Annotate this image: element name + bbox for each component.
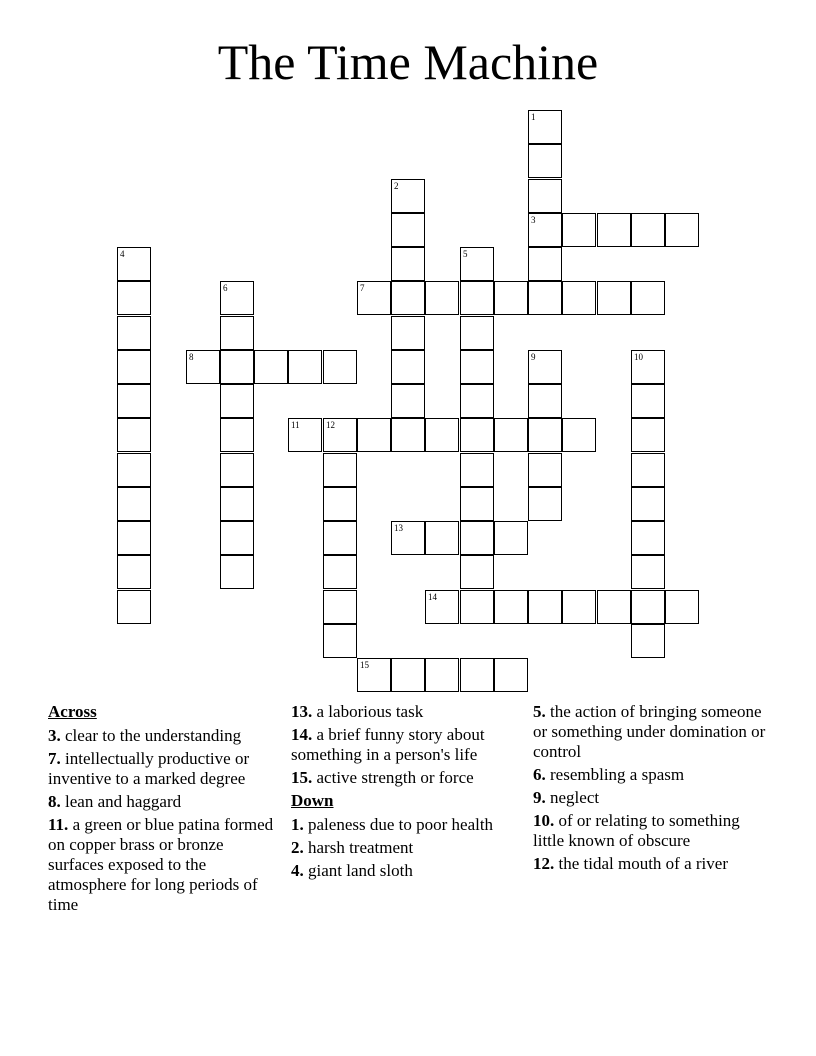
grid-cell[interactable] (117, 247, 151, 281)
across-clue (48, 726, 280, 746)
clue-number: 13 (394, 523, 403, 533)
clue-number: 5 (463, 249, 468, 259)
grid-cell[interactable] (528, 384, 562, 418)
grid-cell[interactable] (220, 316, 254, 350)
grid-cell[interactable] (220, 281, 254, 315)
grid-cell[interactable] (117, 418, 151, 452)
grid-cell[interactable] (460, 590, 494, 624)
clue-num: 6. (533, 765, 546, 784)
grid-cell[interactable] (631, 453, 665, 487)
grid-cell[interactable] (631, 624, 665, 658)
grid-cell[interactable] (220, 350, 254, 384)
down-clue (533, 702, 773, 762)
grid-cell[interactable] (631, 213, 665, 247)
grid-cell[interactable] (562, 418, 596, 452)
clue-num: 9. (533, 788, 546, 807)
grid-cell[interactable] (528, 281, 562, 315)
clue-number: 2 (394, 181, 399, 191)
across-clue (48, 815, 280, 915)
grid-cell[interactable] (460, 521, 494, 555)
clue-text: intellectually productive or inventive to a marked degree (48, 749, 250, 788)
grid-cell[interactable] (117, 316, 151, 350)
clue-text: a brief funny story about something in a person's life (291, 725, 485, 764)
grid-cell[interactable] (460, 418, 494, 452)
grid-cell[interactable] (494, 418, 528, 452)
across-clue (291, 725, 523, 765)
down-clue (533, 854, 773, 874)
grid-cell[interactable] (117, 281, 151, 315)
grid-cell[interactable] (494, 521, 528, 555)
clue-number: 3 (531, 215, 536, 225)
grid-cell[interactable] (323, 453, 357, 487)
grid-cell[interactable] (391, 658, 425, 692)
grid-cell[interactable] (631, 521, 665, 555)
grid-cell[interactable] (391, 384, 425, 418)
clue-column-1 (48, 702, 280, 918)
clue-text: resembling a spasm (550, 765, 685, 784)
clue-number: 4 (120, 249, 125, 259)
grid-cell[interactable] (597, 590, 631, 624)
grid-cell[interactable] (631, 590, 665, 624)
grid-cell[interactable] (460, 453, 494, 487)
grid-cell[interactable] (391, 316, 425, 350)
clue-number: 15 (360, 660, 369, 670)
grid-cell[interactable] (186, 350, 220, 384)
clue-column-2 (291, 702, 523, 884)
grid-cell[interactable] (665, 213, 699, 247)
grid-cell[interactable] (597, 213, 631, 247)
grid-cell[interactable] (425, 658, 459, 692)
grid-cell[interactable] (631, 487, 665, 521)
grid-cell[interactable] (323, 487, 357, 521)
grid-cell[interactable] (220, 555, 254, 589)
clue-text: the tidal mouth of a river (558, 854, 728, 873)
grid-cell[interactable] (460, 281, 494, 315)
clue-text: the action of bringing someone or something under domination or control (533, 702, 766, 761)
grid-cell[interactable] (117, 590, 151, 624)
grid-cell[interactable] (631, 281, 665, 315)
across-clue (291, 768, 523, 788)
grid-cell[interactable] (220, 384, 254, 418)
grid-cell[interactable] (528, 247, 562, 281)
grid-cell[interactable] (494, 281, 528, 315)
clue-text: of or relating to something little known of obscure (533, 811, 740, 850)
grid-cell[interactable] (494, 658, 528, 692)
clue-num: 8. (48, 792, 61, 811)
grid-cell[interactable] (528, 487, 562, 521)
clue-number: 7 (360, 283, 365, 293)
grid-cell[interactable] (460, 350, 494, 384)
across-clue (48, 749, 280, 789)
down-heading: Down (291, 791, 334, 810)
clue-num: 1. (291, 815, 304, 834)
grid-cell[interactable] (562, 213, 596, 247)
grid-cell[interactable] (460, 316, 494, 350)
clue-number: 12 (326, 420, 335, 430)
grid-cell[interactable] (117, 521, 151, 555)
grid-cell[interactable] (220, 453, 254, 487)
clue-number: 11 (291, 420, 300, 430)
grid-cell[interactable] (597, 281, 631, 315)
grid-cell[interactable] (631, 384, 665, 418)
grid-cell[interactable] (117, 384, 151, 418)
grid-cell[interactable] (391, 179, 425, 213)
grid-cell[interactable] (323, 418, 357, 452)
grid-cell[interactable] (323, 624, 357, 658)
grid-cell[interactable] (631, 555, 665, 589)
clue-number: 8 (189, 352, 194, 362)
grid-cell[interactable] (357, 658, 391, 692)
grid-cell[interactable] (528, 590, 562, 624)
clue-number: 1 (531, 112, 536, 122)
grid-cell[interactable] (528, 179, 562, 213)
grid-cell[interactable] (288, 418, 322, 452)
clue-number: 14 (428, 592, 437, 602)
grid-cell[interactable] (117, 453, 151, 487)
clue-num: 4. (291, 861, 304, 880)
clue-number: 10 (634, 352, 643, 362)
grid-cell[interactable] (460, 658, 494, 692)
clue-text: a laborious task (316, 702, 424, 721)
grid-cell[interactable] (357, 281, 391, 315)
clue-text: a green or blue patina formed on copper brass or bronze surfaces exposed to the atmosphere for long periods of time (48, 815, 274, 914)
grid-cell[interactable] (562, 590, 596, 624)
grid-cell[interactable] (460, 384, 494, 418)
grid-cell[interactable] (220, 487, 254, 521)
clue-num: 11. (48, 815, 69, 834)
clue-num: 3. (48, 726, 61, 745)
grid-cell[interactable] (528, 213, 562, 247)
down-clue (533, 765, 773, 785)
grid-cell[interactable] (562, 281, 596, 315)
down-clue (291, 861, 523, 881)
grid-cell[interactable] (288, 350, 322, 384)
grid-cell[interactable] (391, 247, 425, 281)
grid-cell[interactable] (528, 418, 562, 452)
clue-num: 15. (291, 768, 313, 787)
clue-num: 14. (291, 725, 313, 744)
grid-cell[interactable] (391, 521, 425, 555)
clue-text: lean and haggard (65, 792, 182, 811)
grid-cell[interactable] (460, 487, 494, 521)
clue-text: clear to the understanding (65, 726, 242, 745)
grid-cell[interactable] (391, 213, 425, 247)
grid-cell[interactable] (254, 350, 288, 384)
across-clue (48, 792, 280, 812)
clue-num: 13. (291, 702, 313, 721)
clue-text: harsh treatment (308, 838, 414, 857)
grid-cell[interactable] (528, 453, 562, 487)
grid-cell[interactable] (391, 281, 425, 315)
grid-cell[interactable] (117, 350, 151, 384)
down-clue (291, 815, 523, 835)
clue-num: 12. (533, 854, 555, 873)
grid-cell[interactable] (391, 418, 425, 452)
grid-cell[interactable] (323, 521, 357, 555)
clue-text: neglect (550, 788, 600, 807)
grid-cell[interactable] (220, 521, 254, 555)
across-heading: Across (48, 702, 97, 721)
across-clue (291, 702, 523, 722)
down-clue (291, 838, 523, 858)
page-title: The Time Machine (217, 34, 599, 90)
clue-number: 6 (223, 283, 228, 293)
grid-cell[interactable] (460, 555, 494, 589)
clue-text: giant land sloth (308, 861, 413, 880)
grid-cell[interactable] (391, 350, 425, 384)
down-clue (533, 788, 773, 808)
grid-cell[interactable] (117, 487, 151, 521)
grid-cell[interactable] (117, 555, 151, 589)
grid-cell[interactable] (631, 350, 665, 384)
clue-num: 5. (533, 702, 546, 721)
clue-num: 2. (291, 838, 304, 857)
grid-cell[interactable] (425, 521, 459, 555)
clue-num: 10. (533, 811, 555, 830)
grid-cell[interactable] (460, 247, 494, 281)
grid-cell[interactable] (528, 350, 562, 384)
clue-text: paleness due to poor health (308, 815, 494, 834)
clue-text: active strength or force (316, 768, 474, 787)
grid-cell[interactable] (425, 590, 459, 624)
grid-cell[interactable] (323, 350, 357, 384)
grid-cell[interactable] (494, 590, 528, 624)
clue-column-3 (533, 702, 773, 877)
grid-cell[interactable] (528, 110, 562, 144)
grid-cell[interactable] (631, 418, 665, 452)
clue-num: 7. (48, 749, 61, 768)
grid-cell[interactable] (323, 590, 357, 624)
grid-cell[interactable] (323, 555, 357, 589)
grid-cell[interactable] (425, 418, 459, 452)
grid-cell[interactable] (220, 418, 254, 452)
grid-cell[interactable] (665, 590, 699, 624)
grid-cell[interactable] (425, 281, 459, 315)
grid-cell[interactable] (357, 418, 391, 452)
grid-cell[interactable] (528, 144, 562, 178)
clue-number: 9 (531, 352, 536, 362)
down-clue (533, 811, 773, 851)
